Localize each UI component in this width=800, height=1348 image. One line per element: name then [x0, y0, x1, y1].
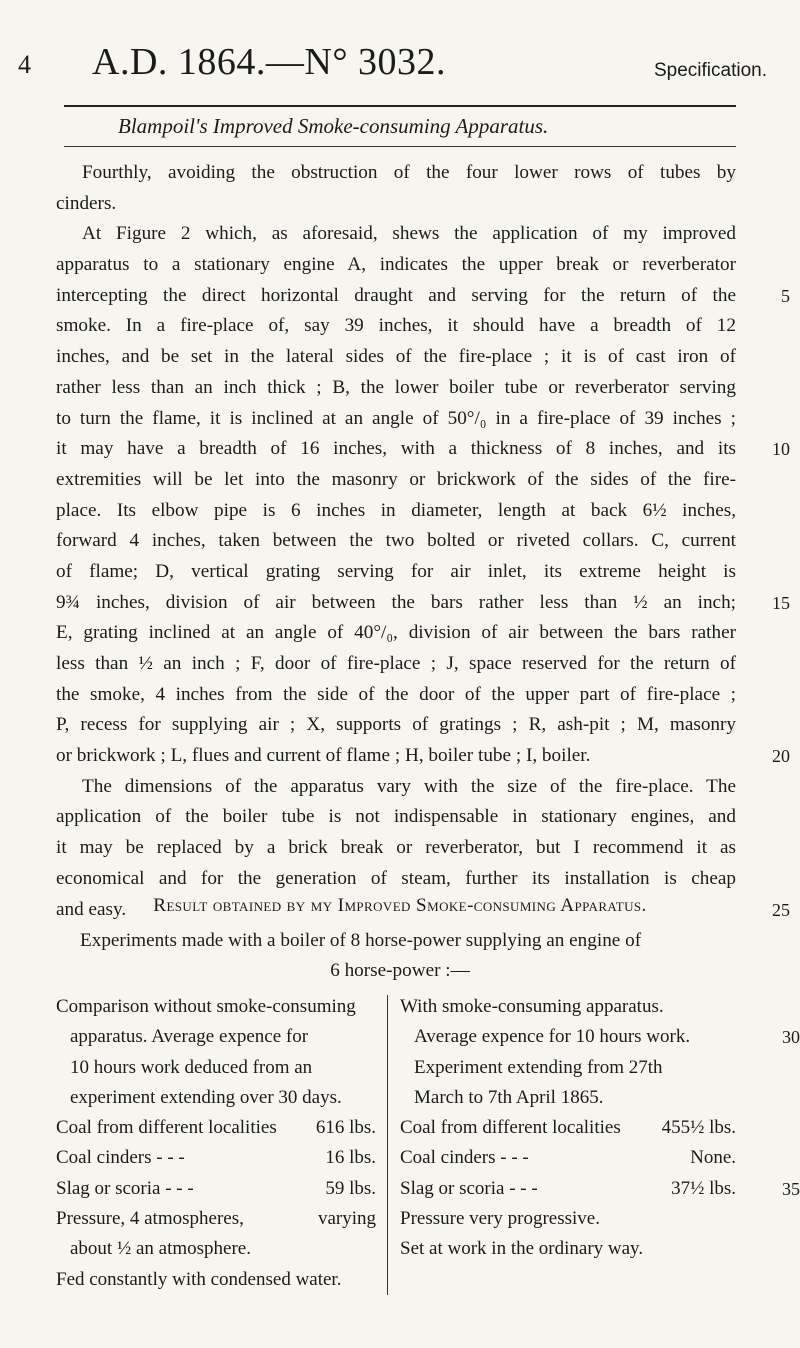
line-text: place. Its elbow pipe is 6 inches in diameter, length at back 6½ inches, — [56, 499, 736, 521]
line-number: 25 — [772, 899, 790, 920]
item-value: None. — [690, 1147, 736, 1169]
text-line — [56, 618, 736, 649]
text-line — [56, 588, 790, 619]
text-line — [56, 404, 736, 435]
item-value: varying — [317, 1208, 376, 1230]
item-text: experiment extending over 30 days. — [70, 1086, 342, 1108]
column-line — [400, 992, 736, 1022]
item-text: Pressure very progressive. — [400, 1208, 600, 1230]
item-text: Average expence for 10 hours work. — [414, 1026, 691, 1048]
line-text: it may have a breadth of 16 inches, with a thickness of 8 inches, and its — [56, 438, 736, 460]
line-text: the smoke, 4 inches from the side of the door of the upper part of fire-place ; — [56, 683, 736, 705]
line-number: 20 — [772, 746, 790, 767]
subtitle-rule — [64, 146, 736, 147]
line-text: smoke. In a fire-place of, say 39 inches, it should have a breadth of 12 — [56, 315, 736, 337]
comparison-column-right — [400, 992, 800, 1265]
text-line — [56, 465, 736, 496]
line-number: 35 — [782, 1178, 800, 1199]
column-line — [56, 1174, 376, 1204]
item-label: Pressure, 4 atmospheres, — [56, 1208, 244, 1230]
experiments-line-2: 6 horse-power :— — [330, 960, 470, 981]
column-line — [56, 1143, 376, 1173]
column-line — [56, 1022, 376, 1052]
line-text: Fourthly, avoiding the obstruction of the four lower rows of tubes by — [82, 162, 736, 183]
column-line — [400, 1083, 736, 1113]
column-line — [56, 1053, 376, 1083]
header-rule — [64, 105, 736, 107]
text-line — [56, 802, 736, 833]
text-line — [56, 250, 736, 281]
text-line — [56, 219, 736, 250]
line-text: economical and for the generation of steam, further its installation is cheap — [56, 867, 736, 889]
text-line — [56, 526, 736, 557]
document-title: A.D. 1864.—N° 3032. — [92, 41, 447, 83]
item-value: 59 lbs. — [325, 1177, 376, 1199]
item-text: Experiment extending from 27th — [414, 1056, 663, 1078]
column-line — [56, 1265, 376, 1295]
text-line — [56, 649, 736, 680]
line-text: E, grating inclined at an angle of 40°/₀, division of air between the bars rather — [56, 622, 736, 644]
item-text: Set at work in the ordinary way. — [400, 1238, 644, 1260]
line-number: 30 — [782, 1027, 800, 1048]
line-text: At Figure 2 which, as aforesaid, shews the application of my improved — [82, 223, 736, 245]
text-line — [56, 741, 790, 772]
text-line — [56, 311, 736, 342]
text-line — [56, 557, 736, 588]
text-line — [56, 864, 736, 895]
text-line — [56, 710, 736, 741]
line-text: forward 4 inches, taken between the two bolted or riveted collars. C, current — [56, 530, 736, 552]
column-line — [400, 1234, 736, 1264]
line-text: apparatus to a stationary engine A, indicates the upper break or reverberator — [56, 254, 736, 276]
text-line — [56, 772, 736, 803]
item-text: about ½ an atmosphere. — [70, 1238, 251, 1260]
column-line — [400, 1113, 736, 1143]
line-text: intercepting the direct horizontal draught and serving for the return of the — [56, 284, 736, 306]
comparison-column-left — [56, 992, 376, 1295]
text-line — [56, 158, 736, 189]
column-line — [56, 1234, 376, 1264]
item-value: 16 lbs. — [325, 1147, 376, 1169]
item-text: apparatus. Average expence for — [70, 1026, 309, 1048]
item-text: Fed constantly with condensed water. — [56, 1268, 342, 1290]
text-line — [56, 373, 736, 404]
column-line — [400, 1204, 736, 1234]
column-line — [56, 1113, 376, 1143]
item-text: March to 7th April 1865. — [414, 1086, 604, 1108]
result-heading: Result obtained by my Improved Smoke-consuming Apparatus. — [153, 895, 647, 916]
column-line — [400, 1174, 800, 1204]
line-text: P, recess for supplying air ; X, supports of gratings ; R, ash-pit ; M, masonry — [56, 714, 736, 736]
page-number: 4 — [18, 50, 31, 79]
text-line — [56, 680, 736, 711]
column-line — [56, 1083, 376, 1113]
text-line — [56, 833, 736, 864]
column-line — [400, 1143, 736, 1173]
item-text: With smoke-consuming apparatus. — [400, 996, 664, 1017]
text-line — [56, 434, 790, 465]
column-line — [56, 1204, 376, 1234]
page-subtitle: Blampoil's Improved Smoke-consuming Apparatus. — [118, 114, 549, 138]
line-text: or brickwork ; L, flues and current of flame ; H, boiler tube ; I, boiler. — [56, 745, 591, 767]
item-label: Slag or scoria - - - — [400, 1177, 538, 1199]
text-line — [56, 189, 736, 220]
line-number: 15 — [772, 592, 790, 613]
section-label: Specification. — [654, 60, 768, 81]
line-text: inches, and be set in the lateral sides of the fire-place ; it is of cast iron of — [56, 346, 736, 368]
line-text: 9¾ inches, division of air between the bars rather less than ½ an inch; — [56, 591, 736, 613]
experiments-line-1: Experiments made with a boiler of 8 horse-power supplying an engine of — [80, 930, 642, 951]
item-label: Coal from different localities — [56, 1117, 277, 1139]
item-text: Comparison without smoke-consuming — [56, 996, 356, 1017]
item-value: 455½ lbs. — [661, 1117, 736, 1139]
line-text: cinders. — [56, 192, 117, 214]
item-value: 616 lbs. — [315, 1117, 376, 1139]
column-line — [400, 1053, 736, 1083]
item-label: Coal cinders - - - — [400, 1147, 529, 1169]
line-text: rather less than an inch thick ; B, the lower boiler tube or reverberator serving — [56, 376, 736, 398]
line-number: 5 — [781, 285, 790, 306]
text-line — [56, 342, 736, 373]
line-text: application of the boiler tube is not indispensable in stationary engines, and — [56, 806, 736, 828]
line-text: it may be replaced by a brick break or reverberator, but I recommend it as — [56, 837, 736, 859]
column-line — [400, 1022, 800, 1052]
line-text: and easy. — [56, 898, 127, 920]
item-text: 10 hours work deduced from an — [70, 1056, 313, 1078]
line-text: The dimensions of the apparatus vary with the size of the fire-place. The — [82, 775, 736, 797]
item-label: Coal cinders - - - — [56, 1147, 185, 1169]
text-line — [56, 496, 736, 527]
line-text: to turn the flame, it is inclined at an angle of 50°/₀ in a fire-place of 39 inches ; — [56, 407, 736, 429]
line-number: 10 — [772, 439, 790, 460]
item-label: Slag or scoria - - - — [56, 1177, 194, 1199]
column-line — [56, 992, 376, 1022]
item-label: Coal from different localities — [400, 1117, 621, 1139]
line-text: extremities will be let into the masonry or brickwork of the sides of the fire- — [56, 468, 736, 490]
item-value: 37½ lbs. — [671, 1177, 736, 1199]
body-text — [56, 158, 790, 925]
line-text: of flame; D, vertical grating serving for air inlet, its extreme height is — [56, 560, 736, 582]
text-line — [56, 281, 790, 312]
column-divider — [387, 995, 388, 1295]
line-text: less than ½ an inch ; F, door of fire-place ; J, space reserved for the return of — [56, 653, 736, 674]
